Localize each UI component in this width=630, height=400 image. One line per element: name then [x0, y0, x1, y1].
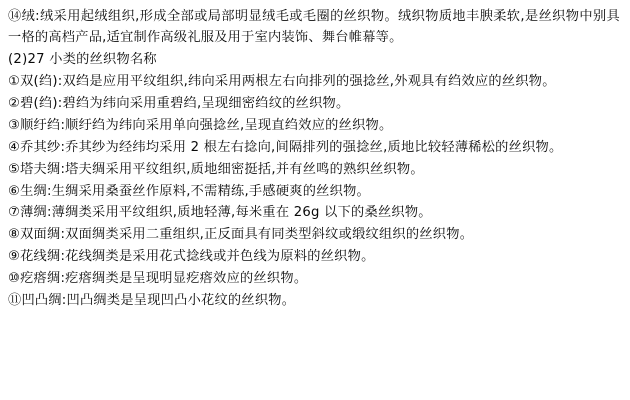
paragraph: ⑧双面绸:双面绸类采用二重组织,正反面具有同类型斜纹或缎纹组织的丝织物。	[8, 227, 474, 243]
paragraph: ⑨花线绸:花线绸类是采用花式捻线或并色线为原料的丝织物。	[8, 249, 375, 265]
paragraph: ⑪凹凸绸:凹凸绸类是呈现凹凸小花纹的丝织物。	[8, 292, 296, 308]
paragraph: ⑩疙瘩绸:疙瘩绸类是呈现明显疙瘩效应的丝织物。	[8, 271, 308, 286]
paragraph: (2)27 小类的丝织物名称	[8, 52, 157, 68]
paragraph: ④乔其纱:乔其纱为经纬均采用 2 根左右捻向,间隔排列的强捻丝,质地比较轻薄稀松的丝织物。	[8, 139, 563, 155]
paragraph: ②碧(绉):碧绉为纬向采用重碧绉,呈现细密绉纹的丝织物。	[8, 96, 350, 111]
paragraph: ⑭绒:绒采用起绒组织,形成全部或局部明显绒毛或毛圈的丝织物。绒织物质地丰腴柔软,是丝织物中别具一格的高档产品,适宜制作高级礼服及用于室内装饰、舞台帷幕等。	[8, 9, 620, 46]
paragraph: ⑥生绸:生绸采用桑蚕丝作原料,不需精练,手感硬爽的丝织物。	[8, 183, 370, 199]
paragraph: ①双(绉):双绉是应用平纹组织,纬向采用两根左右向排列的强捻丝,外观具有绉效应的丝织物。	[8, 74, 556, 90]
paragraph: ⑤塔夫绸:塔夫绸采用平纹组织,质地细密挺括,并有丝鸣的熟织丝织物。	[8, 161, 424, 177]
paragraph: ③顺纡绉:顺纡绉为纬向采用单向强捻丝,呈现直绉效应的丝织物。	[8, 117, 393, 133]
paragraph: ⑦薄绸:薄绸类采用平纹组织,质地轻薄,每米重在 26g 以下的桑丝织物。	[8, 205, 432, 221]
